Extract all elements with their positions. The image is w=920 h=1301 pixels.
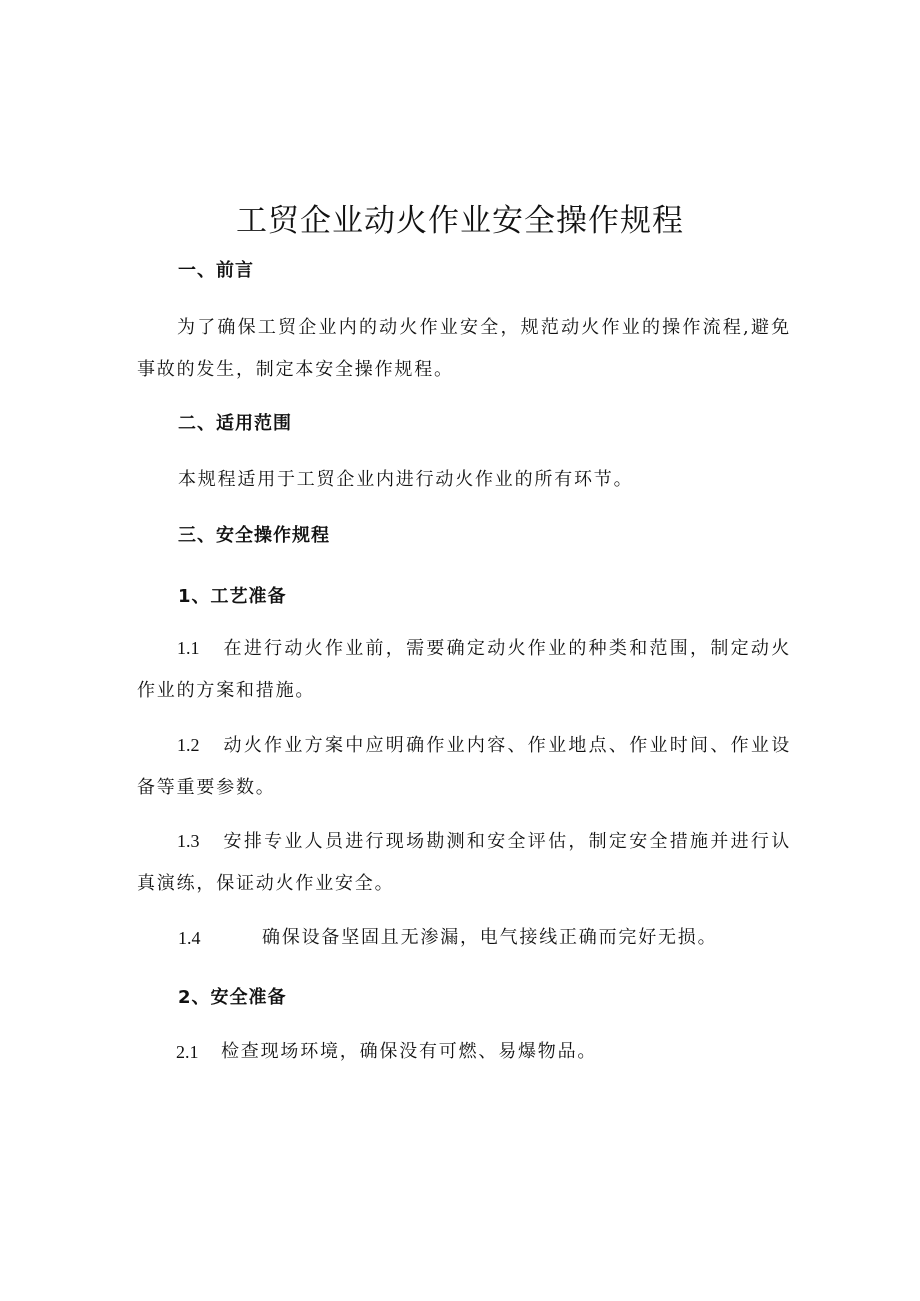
item-text: 动火作业方案中应明确作业内容、作业地点、作业时间、作业设备等重要参数。 [137, 735, 791, 798]
paragraph-preface [137, 307, 791, 391]
item-number-1-4: 1.4 [178, 928, 201, 948]
item-text: 在进行动火作业前，需要确定动火作业的种类和范围，制定动火作业的方案和措施。 [137, 638, 791, 701]
document-title: 工贸企业动火作业安全操作规程 [236, 203, 684, 239]
subsection-heading-process-prep: 1、工艺准备 [178, 586, 287, 607]
list-item-2-1-text: 检查现场环境，确保没有可燃、易爆物品。 [221, 1041, 598, 1062]
section-heading-scope: 二、适用范围 [178, 413, 292, 434]
section-heading-preface: 一、前言 [178, 260, 254, 281]
list-item-1-3 [137, 820, 791, 905]
subsection-heading-safety-prep: 2、安全准备 [178, 987, 287, 1008]
section-heading-rules: 三、安全操作规程 [178, 525, 330, 546]
list-item-1-1 [137, 627, 791, 712]
list-item-1-4-text: 确保设备坚固且无渗漏，电气接线正确而完好无损。 [262, 927, 718, 948]
item-number: 1.1 [177, 638, 200, 658]
list-item-1-2 [137, 724, 791, 809]
item-number-2-1: 2.1 [176, 1042, 199, 1062]
paragraph-scope: 本规程适用于工贸企业内进行动火作业的所有环节。 [178, 469, 634, 490]
paragraph-preface-text: 为了确保工贸企业内的动火作业安全，规范动火作业的操作流程,避免事故的发生，制定本安全操作规程。 [137, 317, 791, 380]
item-text: 安排专业人员进行现场勘测和安全评估，制定安全措施并进行认真演练，保证动火作业安全。 [137, 831, 791, 894]
item-number: 1.3 [177, 831, 200, 851]
item-number: 1.2 [177, 735, 200, 755]
